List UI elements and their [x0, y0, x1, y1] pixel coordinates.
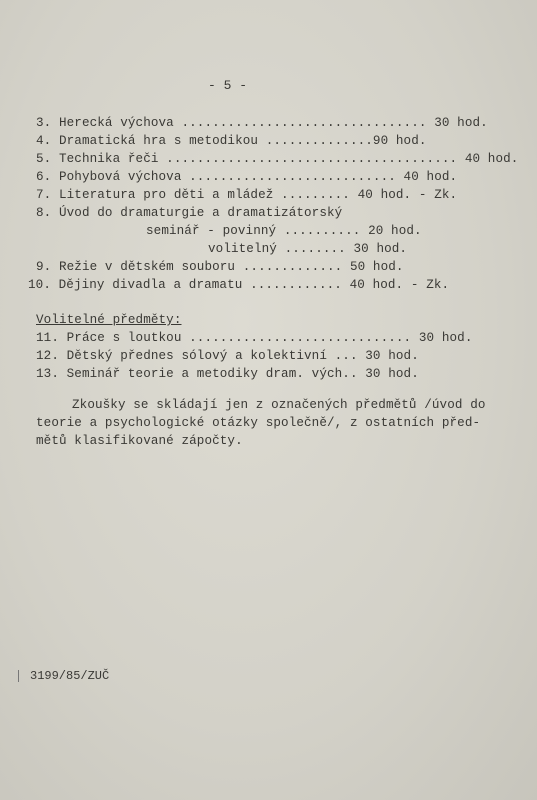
course-line-8-volitelny: volitelný ........ 30 hod. [208, 242, 408, 256]
elective-line-12: 12. Dětský přednes sólový a kolektivní ... 30 hod. [36, 349, 419, 363]
elective-line-11: 11. Práce s loutkou ............................. 30 hod. [36, 331, 473, 345]
paragraph-line-1: Zkoušky se skládají jen z označených předmětů /úvod do [72, 398, 486, 412]
paragraph-line-3: mětů klasifikované zápočty. [36, 434, 243, 448]
course-line-7: 7. Literatura pro děti a mládež ......... 40 hod. - Zk. [36, 188, 458, 202]
elective-line-13: 13. Seminář teorie a metodiky dram. vých.. 30 hod. [36, 367, 419, 381]
course-line-3: 3. Herecká výchova ................................ 30 hod. [36, 116, 488, 130]
course-line-10: 10. Dějiny divadla a dramatu ............ 40 hod. - Zk. [28, 278, 450, 292]
margin-tick [18, 670, 19, 682]
course-line-9: 9. Režie v dětském souboru ............. 50 hod. [36, 260, 404, 274]
course-line-4: 4. Dramatická hra s metodikou ..............90 hod. [36, 134, 427, 148]
course-line-8: 8. Úvod do dramaturgie a dramatizátorský [36, 206, 343, 220]
reference-code: 3199/85/ZUČ [30, 669, 110, 683]
paragraph-line-2: teorie a psychologické otázky společně/, z ostatních před- [36, 416, 481, 430]
page-number: - 5 - [208, 78, 248, 93]
electives-heading: Volitelné předměty: [36, 313, 182, 327]
course-line-8-povinny: seminář - povinný .......... 20 hod. [146, 224, 422, 238]
course-line-5: 5. Technika řeči ...................................... 40 hod. [36, 152, 519, 166]
course-line-6: 6. Pohybová výchova ........................... 40 hod. [36, 170, 458, 184]
